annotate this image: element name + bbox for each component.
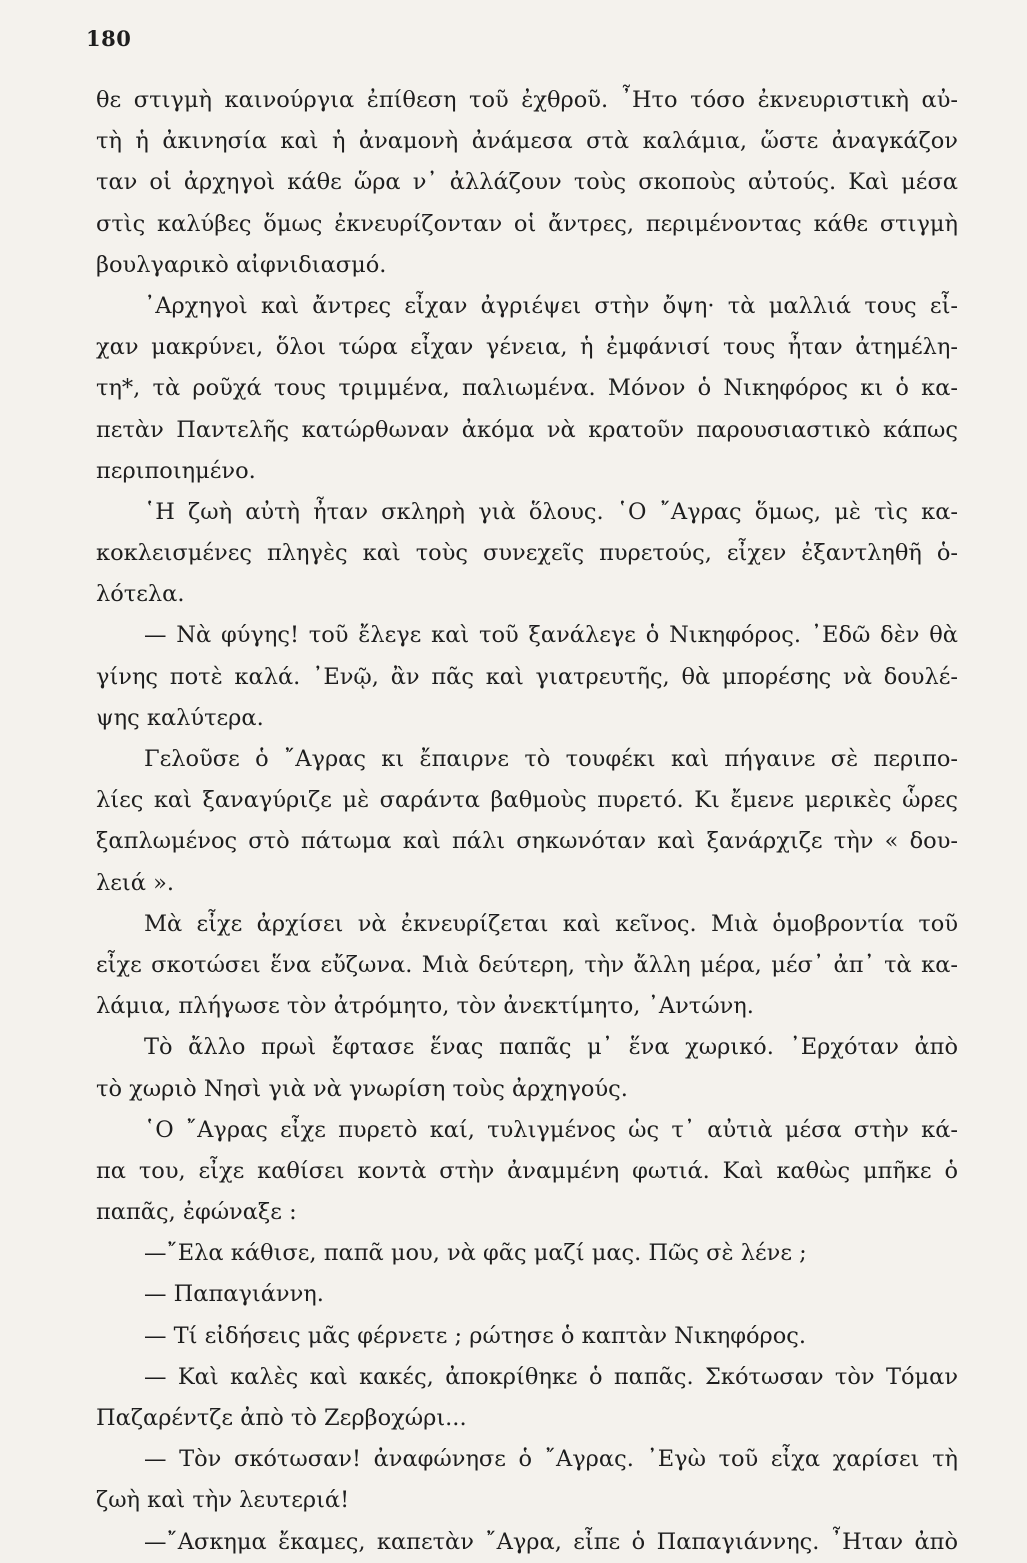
text-line: πετὰν Παντελῆς κατώρθωναν ἀκόμα νὰ κρατοῦν παρουσιαστικὸ κάπως	[96, 416, 958, 443]
text-line: λίες καὶ ξαναγύριζε μὲ σαράντα βαθμοὺς πυρετό. Κι ἔμενε μερικὲς ὧρες	[96, 787, 958, 814]
text-line: — Τὸν σκότωσαν! ἀναφώνησε ὁ ῎Αγρας. ᾿Εγὼ τοῦ εἶχα χαρίσει τὴ	[144, 1446, 958, 1473]
text-line: χαν μακρύνει, ὅλοι τώρα εἶχαν γένεια, ἡ ἐμφάνισί τους ἦταν ἀτημέλη-	[96, 334, 958, 361]
text-line: — Παπαγιάννη.	[144, 1281, 324, 1308]
text-line: εἶχε σκοτώσει ἕνα εὔζωνα. Μιὰ δεύτερη, τὴν ἄλλη μέρα, μέσ᾿ ἀπ᾿ τὰ κα-	[96, 951, 958, 978]
text-line: τη*, τὰ ροῦχά τους τριμμένα, παλιωμένα. Μόνον ὁ Νικηφόρος κι ὁ κα-	[96, 375, 958, 402]
text-line: βουλγαρικὸ αἰφνιδιασμό.	[96, 251, 387, 278]
text-line: ξαπλωμένος στὸ πάτωμα καὶ πάλι σηκωνόταν καὶ ξανάρχιζε τὴν « δου-	[96, 828, 958, 855]
text-line: Μὰ εἶχε ἀρχίσει νὰ ἐκνευρίζεται καὶ κεῖνος. Μιὰ ὁμοβροντία τοῦ	[144, 910, 958, 937]
text-line: ῾Ο ῎Αγρας εἶχε πυρετὸ καί, τυλιγμένος ὡς τ᾿ αὐτιὰ μέσα στὴν κά-	[144, 1116, 958, 1143]
text-line: περιποιημένο.	[96, 457, 256, 484]
text-line: Παζαρέντζε ἀπὸ τὸ Ζερβοχώρι...	[96, 1405, 467, 1431]
text-line: τὴ ἡ ἀκινησία καὶ ἡ ἀναμονὴ ἀνάμεσα στὰ καλάμια, ὥστε ἀναγκάζον	[96, 128, 958, 155]
page-number: 180	[86, 26, 132, 51]
text-line: ψης καλύτερα.	[96, 704, 264, 731]
text-line: κοκλεισμένες πληγὲς καὶ τοὺς συνεχεῖς πυρετούς, εἶχεν ἐξαντληθῆ ὁ-	[96, 540, 958, 567]
text-line: ζωὴ καὶ τὴν λευτεριά!	[96, 1487, 350, 1514]
text-line: πα του, εἶχε καθίσει κοντὰ στὴν ἀναμμένη φωτιά. Καὶ καθὼς μπῆκε ὁ	[96, 1157, 958, 1184]
text-line: λάμια, πλήγωσε τὸν ἀτρόμητο, τὸν ἀνεκτίμητο, ᾿Αντώνη.	[96, 993, 754, 1020]
text-line: —῎Ελα κάθισε, παπᾶ μου, νὰ φᾶς μαζί μας. Πῶς σὲ λένε ;	[144, 1240, 807, 1267]
text-line: γίνης ποτὲ καλά. ᾿Ενῷ, ἂν πᾶς καὶ γιατρευτῆς, θὰ μπορέσης νὰ δουλέ-	[96, 663, 958, 690]
text-line: — Τί εἰδήσεις μᾶς φέρνετε ; ρώτησε ὁ καπτὰν Νικηφόρος.	[144, 1322, 807, 1349]
text-line: ταν οἱ ἀρχηγοὶ κάθε ὥρα ν᾿ ἀλλάζουν τοὺς σκοποὺς αὐτούς. Καὶ μέσα	[96, 169, 958, 196]
text-line: τὸ χωριὸ Νησὶ γιὰ νὰ γνωρίση τοὺς ἀρχηγούς.	[96, 1075, 628, 1102]
text-line: —῎Ασκημα ἔκαμες, καπετὰν ῎Αγρα, εἶπε ὁ Παπαγιάννης. ῏Ηταν ἀπὸ	[144, 1528, 958, 1555]
text-line: ῾Η ζωὴ αὐτὴ ἦταν σκληρὴ γιὰ ὅλους. ῾Ο ῎Αγρας ὅμως, μὲ τὶς κα-	[144, 498, 958, 525]
text-line: λότελα.	[96, 581, 185, 608]
text-line: Γελοῦσε ὁ ῎Αγρας κι ἔπαιρνε τὸ τουφέκι καὶ πήγαινε σὲ περιπο-	[144, 746, 958, 772]
text-line: ᾿Αρχηγοὶ καὶ ἄντρες εἶχαν ἀγριέψει στὴν ὄψη· τὰ μαλλιά τους εἶ-	[144, 292, 958, 319]
text-line: θε στιγμὴ καινούργια ἐπίθεση τοῦ ἐχθροῦ. ῏Ητο τόσο ἐκνευριστικὴ αὐ-	[96, 87, 958, 113]
text-line: — Νὰ φύγης! τοῦ ἔλεγε καὶ τοῦ ξανάλεγε ὁ Νικηφόρος. ᾿Εδῶ δὲν θὰ	[144, 622, 958, 649]
text-line: Τὸ ἄλλο πρωὶ ἔφτασε ἕνας παπᾶς μ᾿ ἕνα χωρικό. ᾿Ερχόταν ἀπὸ	[144, 1034, 958, 1061]
text-line: στὶς καλύβες ὅμως ἐκνευρίζονταν οἱ ἄντρες, περιμένοντας κάθε στιγμὴ	[96, 210, 958, 237]
text-line: — Καὶ καλὲς καὶ κακές, ἀποκρίθηκε ὁ παπᾶς. Σκότωσαν τὸν Τόμαν	[144, 1363, 958, 1390]
text-line: λειά ».	[96, 869, 175, 896]
body-text	[96, 80, 958, 1563]
text-line: παπᾶς, ἐφώναξε :	[96, 1199, 297, 1226]
